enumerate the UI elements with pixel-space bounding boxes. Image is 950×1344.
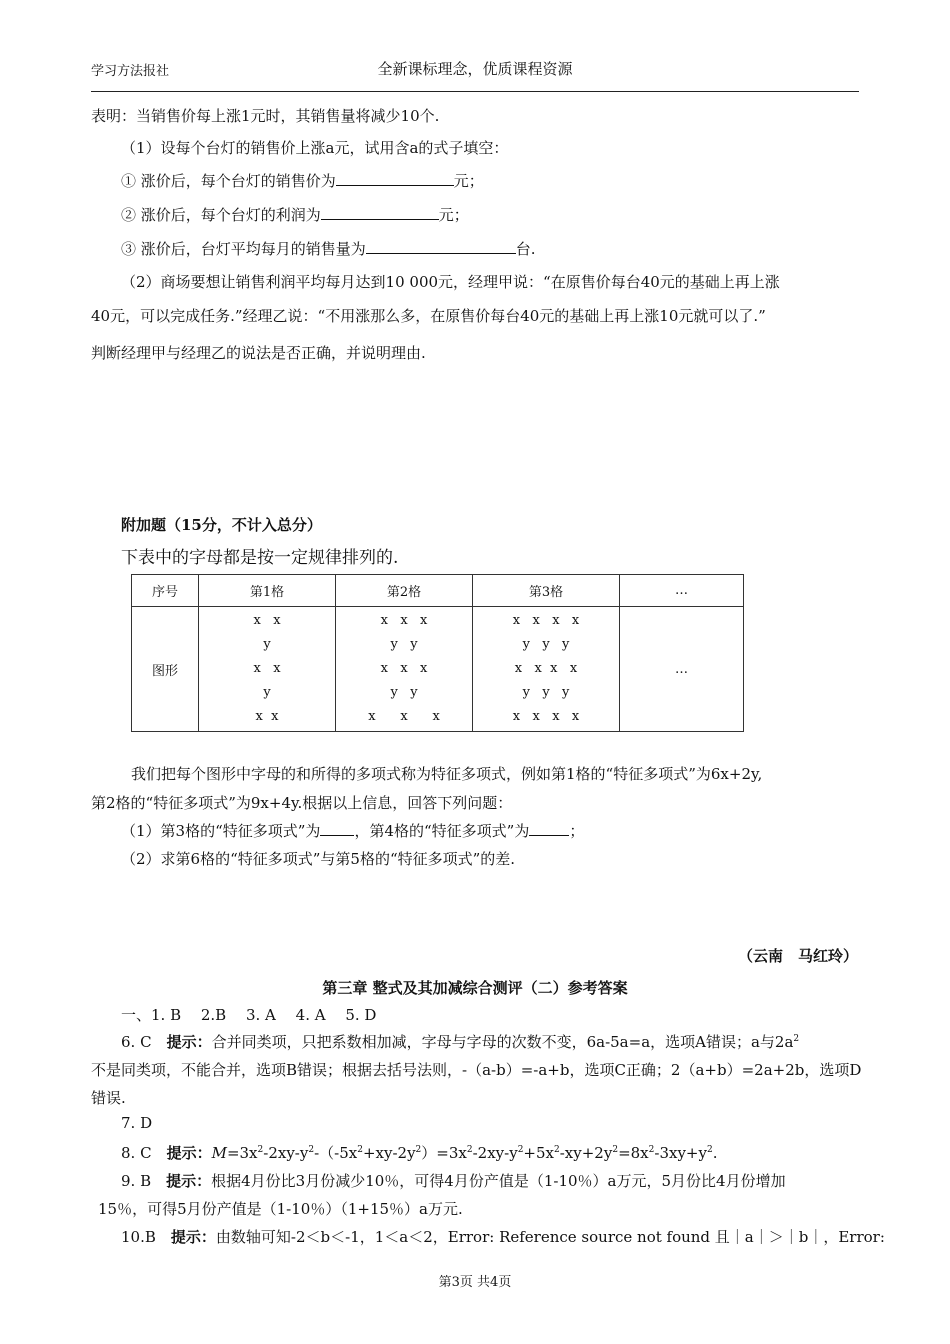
part1-item-1 xyxy=(121,170,484,191)
exponent: 2 xyxy=(648,1145,655,1155)
pattern-cell-2 xyxy=(336,607,473,732)
pattern-table xyxy=(131,574,744,732)
header-cell: 序号 xyxy=(132,575,199,607)
bonus-q1 xyxy=(121,820,584,841)
exponent: 2 xyxy=(793,1034,800,1044)
formula-part: ）=3x xyxy=(421,1144,467,1162)
formula-part: -3xy+y xyxy=(654,1144,707,1162)
header-slogan: 全新课标理念，优质课程资源 xyxy=(377,60,573,78)
hint-label: 提示： xyxy=(166,1144,212,1162)
hint-label: 提示： xyxy=(166,1033,212,1051)
formula-part: . xyxy=(712,1144,718,1162)
header-cell: … xyxy=(620,575,744,607)
q1-text: （1）第3格的“特征多项式”为 xyxy=(121,822,321,840)
answer-blank[interactable] xyxy=(321,205,439,220)
pattern-line: x x x x xyxy=(512,709,580,724)
exponent: 2 xyxy=(517,1145,524,1155)
hint-label: 提示： xyxy=(166,1172,212,1190)
header-cell: 第3格 xyxy=(473,575,620,607)
formula-part: -2xy-y xyxy=(263,1144,309,1162)
bonus-q2: （2）求第6格的“特征多项式”与第5格的“特征多项式”的差. xyxy=(121,850,516,868)
pattern-line: x x x xyxy=(380,661,428,676)
answer-line-1-5: 一、1. B 2.B 3. A 4. A 5. D xyxy=(121,1006,377,1024)
pattern-line: x x xyxy=(253,661,281,676)
bonus-desc-2: 第2格的“特征多项式”为9x+4y.根据以上信息，回答下列问题： xyxy=(91,794,513,812)
hint-text: 合并同类项，只把系数相加减，字母与字母的次数不变，6a-5a=a，选项A错误；a与2a xyxy=(211,1033,794,1051)
answer-7: 7. D xyxy=(121,1114,153,1132)
pattern-line: x x x xyxy=(368,709,440,724)
header-cell: 第2格 xyxy=(336,575,473,607)
pattern-line: x x x x xyxy=(514,661,578,676)
pattern-line: x x x xyxy=(380,613,428,628)
bonus-title: 附加题（15分，不计入总分） xyxy=(121,516,322,534)
formula-part: =8x xyxy=(618,1144,649,1162)
pattern-line: y y y xyxy=(522,685,570,700)
exponent: 2 xyxy=(308,1145,315,1155)
part2-line-3: 判断经理甲与经理乙的说法是否正确，并说明理由. xyxy=(91,344,426,362)
answer-number: 10.B xyxy=(121,1228,171,1246)
q1-mid: ，第4格的“特征多项式”为 xyxy=(354,822,530,840)
exponent: 2 xyxy=(257,1145,264,1155)
exponent: 2 xyxy=(466,1145,473,1155)
ellipsis-cell: … xyxy=(620,607,744,732)
formula-part: -2xy-y xyxy=(472,1144,518,1162)
hint-text: 根据4月份比3月份减少10％，可得4月份产值是（1-10％）a万元，5月份比4月份增加 xyxy=(211,1172,786,1190)
item-1-unit: 元； xyxy=(453,172,484,190)
bonus-intro: 下表中的字母都是按一定规律排列的. xyxy=(121,548,399,568)
intro-text: 表明：当销售价每上涨1元时，其销售量将减少10个. xyxy=(91,107,440,125)
answer-9-cont: 15％，可得5月份产值是（1-10％）（1+15％）a万元. xyxy=(98,1200,463,1218)
answer-number: 6. C xyxy=(121,1033,167,1051)
variable-M: M xyxy=(211,1144,227,1162)
header-divider xyxy=(91,91,859,92)
hint-text: 由数轴可知-2＜b＜-1，1＜a＜2，Error: Reference source not found 且｜a｜＞｜b｜，Error: xyxy=(215,1228,885,1246)
table-row xyxy=(132,607,744,732)
page-number: 第3页 共4页 xyxy=(438,1275,512,1290)
pattern-line: x x xyxy=(253,613,281,628)
formula-part: +5x xyxy=(523,1144,554,1162)
author-credit: （云南 马红玲） xyxy=(737,947,858,965)
pattern-line: y xyxy=(263,637,271,652)
part2-line-1: （2）商场要想让销售利润平均每月达到10 000元，经理甲说：“在原售价每台40元的基础上再上涨 xyxy=(121,273,780,291)
pattern-cell-1 xyxy=(199,607,336,732)
formula-part: -xy+2y xyxy=(559,1144,613,1162)
item-3-text: ③ 涨价后，台灯平均每月的销售量为 xyxy=(121,240,366,258)
formula-part: +xy-2y xyxy=(362,1144,416,1162)
answer-8 xyxy=(121,1142,717,1163)
part1-prompt: （1）设每个台灯的销售价上涨a元，试用含a的式子填空： xyxy=(121,139,509,157)
exponent: 2 xyxy=(415,1145,422,1155)
hint-label: 提示： xyxy=(170,1228,216,1246)
answer-6-cont: 不是同类项，不能合并，选项B错误；根据去括号法则，-（a-b）=-a+b，选项C正确；2（a+b）=2a+2b，选项D xyxy=(91,1061,862,1079)
item-2-text: ② 涨价后，每个台灯的利润为 xyxy=(121,206,321,224)
answer-number: 8. C xyxy=(121,1144,167,1162)
pattern-cell-3 xyxy=(473,607,620,732)
pattern-line: y xyxy=(263,685,271,700)
pattern-line: y y y xyxy=(522,637,570,652)
pattern-line: y y xyxy=(390,685,418,700)
pattern-line: x x xyxy=(255,709,279,724)
answer-10 xyxy=(121,1226,885,1247)
answer-blank[interactable] xyxy=(529,821,569,836)
answers-title: 第三章 整式及其加减综合测评（二）参考答案 xyxy=(322,979,628,997)
answer-9 xyxy=(121,1170,786,1191)
row-label: 图形 xyxy=(132,607,199,732)
exponent: 2 xyxy=(357,1145,363,1155)
answer-blank[interactable] xyxy=(320,821,354,836)
item-1-text: ① 涨价后，每个台灯的销售价为 xyxy=(121,172,336,190)
header-publisher: 学习方法报社 xyxy=(91,64,170,79)
table-header-row xyxy=(132,575,744,607)
part1-item-2 xyxy=(121,204,469,225)
exponent: 2 xyxy=(554,1145,560,1155)
part1-item-3 xyxy=(121,238,536,259)
bonus-desc-1: 我们把每个图形中字母的和所得的多项式称为特征多项式，例如第1格的“特征多项式”为6x+2y, xyxy=(131,765,763,783)
q1-end: ； xyxy=(569,822,585,840)
pattern-line: y y xyxy=(390,637,418,652)
exponent: 2 xyxy=(706,1145,713,1155)
answer-6 xyxy=(121,1031,799,1052)
item-2-unit: 元； xyxy=(438,206,469,224)
answer-number: 9. B xyxy=(121,1172,167,1190)
exponent: 2 xyxy=(612,1145,619,1155)
formula-part: -（-5x xyxy=(314,1144,358,1162)
formula-part: =3x xyxy=(226,1144,258,1162)
header-cell: 第1格 xyxy=(199,575,336,607)
pattern-line: x x x x xyxy=(512,613,580,628)
part2-line-2: 40元，可以完成任务.”经理乙说：“不用涨那么多，在原售价每台40元的基础上再上涨10元就可以了.” xyxy=(91,307,766,325)
answer-blank[interactable] xyxy=(336,171,454,186)
answer-6-cont-2: 错误. xyxy=(91,1089,126,1107)
answer-blank[interactable] xyxy=(366,239,516,254)
item-3-unit: 台. xyxy=(515,240,536,258)
